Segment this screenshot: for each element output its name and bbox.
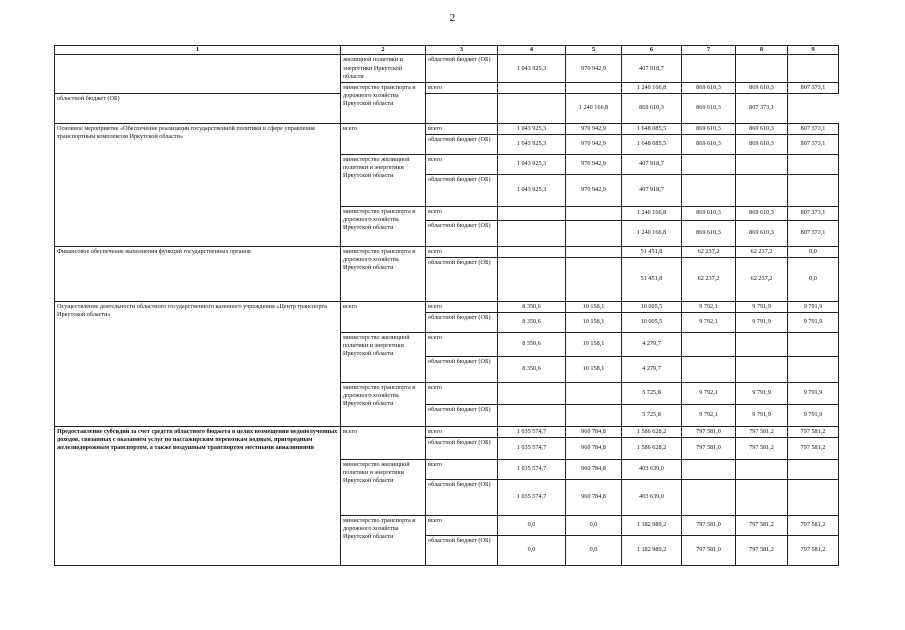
amount-cell: 407 918,7 <box>622 154 682 174</box>
amount-cell: 797 581,2 <box>736 437 788 459</box>
responsible-executor: всего <box>341 426 426 459</box>
amount-cell: 869 610,3 <box>736 123 788 134</box>
amount-cell: 1 182 989,2 <box>622 535 682 565</box>
amount-cell: 807 373,1 <box>736 93 788 123</box>
amount-cell <box>426 93 498 123</box>
amount-cell <box>682 479 736 515</box>
amount-cell: 1 035 574,7 <box>498 459 566 479</box>
column-header: 2 <box>341 46 426 55</box>
funding-source: областной бюджет (ОБ) <box>426 220 498 246</box>
amount-cell <box>566 257 622 301</box>
amount-cell: 8 350,6 <box>498 332 566 356</box>
responsible-executor: министерство транспорта и дорожного хозяйства Иркутской области <box>341 382 426 426</box>
amount-cell <box>788 55 839 82</box>
column-header: 3 <box>426 46 498 55</box>
amount-cell: 1 035 574,7 <box>498 479 566 515</box>
activity-name: Предоставление субсидий за счет средств областного бюджета в целях возмещения недополученных доходов, связанных с оказанием услуг по пассажирским перевозкам водным, пригородным железнодорожным транспортом, а также воздушным транспортом местными авиалиниями <box>55 426 341 565</box>
amount-cell: 10 158,1 <box>566 312 622 332</box>
amount-cell: 407 918,7 <box>622 55 682 82</box>
amount-cell: 9 791,9 <box>788 382 839 404</box>
responsible-executor: министерство транспорта и дорожного хозяйства Иркутской области <box>341 515 426 565</box>
amount-cell: 10 158,1 <box>566 332 622 356</box>
amount-cell: 1 240 166,8 <box>622 82 682 93</box>
amount-cell: 869 610,3 <box>682 82 736 93</box>
amount-cell: 10 005,5 <box>622 312 682 332</box>
amount-cell: 960 784,8 <box>566 437 622 459</box>
amount-cell: 1 240 166,8 <box>622 206 682 220</box>
funding-source: всего <box>426 382 498 404</box>
column-header: 4 <box>498 46 566 55</box>
amount-cell: 9 792,1 <box>682 382 736 404</box>
amount-cell <box>736 55 788 82</box>
amount-cell <box>566 220 622 246</box>
amount-cell <box>736 459 788 479</box>
amount-cell: 869 610,3 <box>682 206 736 220</box>
amount-cell <box>566 382 622 404</box>
column-header: 6 <box>622 46 682 55</box>
amount-cell <box>682 174 736 206</box>
amount-cell <box>788 459 839 479</box>
table-row <box>55 301 839 312</box>
amount-cell <box>566 82 622 93</box>
amount-cell <box>566 206 622 220</box>
activity-name: Финансовое обеспечение выполнения функций государственных органов <box>55 246 341 301</box>
page-number: 2 <box>449 12 456 24</box>
amount-cell: 1 648 085,5 <box>622 123 682 134</box>
amount-cell: 0,0 <box>498 515 566 535</box>
amount-cell: 403 639,0 <box>622 459 682 479</box>
amount-cell: 9 792,1 <box>682 312 736 332</box>
amount-cell <box>498 82 566 93</box>
amount-cell: 869 610,3 <box>736 82 788 93</box>
funding-source: областной бюджет (ОБ) <box>426 356 498 382</box>
amount-cell: 8 350,6 <box>498 312 566 332</box>
amount-cell <box>788 174 839 206</box>
amount-cell: 797 581,2 <box>736 515 788 535</box>
amount-cell: 970 942,9 <box>566 123 622 134</box>
funding-source: всего <box>426 515 498 535</box>
amount-cell: 9 791,9 <box>788 301 839 312</box>
amount-cell: 1 043 925,3 <box>498 154 566 174</box>
amount-cell <box>682 356 736 382</box>
amount-cell: 869 610,3 <box>622 93 682 123</box>
funding-source: областной бюджет (ОБ) <box>426 479 498 515</box>
amount-cell: 970 942,9 <box>566 174 622 206</box>
amount-cell: 797 581,0 <box>682 426 736 437</box>
amount-cell: 0,0 <box>498 535 566 565</box>
amount-cell: 1 240 166,8 <box>566 93 622 123</box>
amount-cell: 407 918,7 <box>622 174 682 206</box>
amount-cell: 869 610,3 <box>682 123 736 134</box>
amount-cell <box>566 404 622 426</box>
amount-cell: 1 043 925,3 <box>498 123 566 134</box>
responsible-executor: министерство транспорта и дорожного хозяйства Иркутской области <box>341 206 426 246</box>
amount-cell: 970 942,9 <box>566 134 622 154</box>
amount-cell: 9 791,9 <box>788 312 839 332</box>
amount-cell: 5 725,8 <box>622 382 682 404</box>
amount-cell: 51 451,8 <box>622 246 682 257</box>
amount-cell: 797 581,2 <box>788 437 839 459</box>
funding-source: областной бюджет (ОБ) <box>426 55 498 82</box>
amount-cell: 869 610,3 <box>736 206 788 220</box>
amount-cell <box>788 356 839 382</box>
amount-cell <box>498 246 566 257</box>
table-row <box>55 426 839 437</box>
funding-source: всего <box>426 426 498 437</box>
amount-cell <box>682 459 736 479</box>
amount-cell: 0,0 <box>566 515 622 535</box>
funding-source: всего <box>426 301 498 312</box>
amount-cell: 797 581,0 <box>682 515 736 535</box>
funding-source: всего <box>426 154 498 174</box>
amount-cell: 970 942,9 <box>566 154 622 174</box>
funding-source: всего <box>426 206 498 220</box>
responsible-executor: министерство жилищной политики и энергетики Иркутской области <box>341 332 426 382</box>
amount-cell <box>498 220 566 246</box>
responsible-executor: министерство жилищной политики и энергетики Иркутской области <box>341 154 426 206</box>
amount-cell: 807 373,1 <box>788 82 839 93</box>
amount-cell: 797 581,0 <box>682 437 736 459</box>
funding-source: областной бюджет (ОБ) <box>426 257 498 301</box>
responsible-executor: министерство транспорта и дорожного хозяйства Иркутской области <box>341 82 426 123</box>
amount-cell: 9 792,1 <box>682 301 736 312</box>
amount-cell: 4 279,7 <box>622 332 682 356</box>
amount-cell: 797 581,2 <box>788 426 839 437</box>
activity-name: Осуществление деятельности областного государственного казенного учреждения «Центр транспорта Иркутской области» <box>55 301 341 426</box>
amount-cell: 62 237,2 <box>736 257 788 301</box>
budget-table <box>54 45 839 566</box>
amount-cell: 797 581,2 <box>788 515 839 535</box>
amount-cell <box>498 206 566 220</box>
amount-cell: 9 792,1 <box>682 404 736 426</box>
funding-source: всего <box>426 82 498 93</box>
amount-cell: 797 581,2 <box>736 426 788 437</box>
amount-cell: 797 581,2 <box>788 535 839 565</box>
amount-cell: 9 791,9 <box>736 404 788 426</box>
amount-cell <box>736 479 788 515</box>
amount-cell: 869 610,3 <box>682 93 736 123</box>
responsible-executor: жилищной политики и энергетики Иркутской области <box>341 55 426 82</box>
column-header: 5 <box>566 46 622 55</box>
amount-cell: 0,0 <box>788 246 839 257</box>
amount-cell: 51 451,8 <box>622 257 682 301</box>
amount-cell <box>736 174 788 206</box>
amount-cell: 10 158,1 <box>566 301 622 312</box>
amount-cell: 62 237,2 <box>682 246 736 257</box>
amount-cell: 1 043 925,3 <box>498 174 566 206</box>
amount-cell: 1 586 628,2 <box>622 437 682 459</box>
amount-cell: 970 942,9 <box>566 55 622 82</box>
amount-cell <box>682 55 736 82</box>
amount-cell: 1 648 085,5 <box>622 134 682 154</box>
amount-cell: 869 610,3 <box>736 220 788 246</box>
amount-cell: 960 784,8 <box>566 459 622 479</box>
funding-source: всего <box>426 246 498 257</box>
responsible-executor: всего <box>341 123 426 154</box>
column-header: 7 <box>682 46 736 55</box>
amount-cell: 8 350,6 <box>498 301 566 312</box>
table-row <box>55 123 839 134</box>
amount-cell: 807 373,1 <box>788 206 839 220</box>
activity-name: Основное мероприятие «Обеспечение реализации государственной политики в сфере управления транспортным комплексом Иркутской области» <box>55 123 341 246</box>
amount-cell: 62 237,2 <box>736 246 788 257</box>
amount-cell: 1 586 628,2 <box>622 426 682 437</box>
amount-cell: 1 035 574,7 <box>498 426 566 437</box>
amount-cell: 10 158,1 <box>566 356 622 382</box>
amount-cell: 1 240 166,8 <box>622 220 682 246</box>
amount-cell: 869 610,3 <box>682 220 736 246</box>
table-row <box>55 246 839 257</box>
amount-cell <box>736 154 788 174</box>
amount-cell: 403 639,0 <box>622 479 682 515</box>
funding-source: областной бюджет (ОБ) <box>55 93 341 123</box>
funding-source: областной бюджет (ОБ) <box>426 312 498 332</box>
amount-cell: 960 784,8 <box>566 426 622 437</box>
amount-cell: 0,0 <box>788 257 839 301</box>
amount-cell: 5 725,8 <box>622 404 682 426</box>
amount-cell: 4 279,7 <box>622 356 682 382</box>
table-row <box>55 93 839 123</box>
amount-cell: 9 791,9 <box>788 404 839 426</box>
funding-source: областной бюджет (ОБ) <box>426 437 498 459</box>
amount-cell: 0,0 <box>566 535 622 565</box>
funding-source: всего <box>426 123 498 134</box>
column-header: 9 <box>788 46 839 55</box>
amount-cell <box>682 332 736 356</box>
amount-cell: 1 035 574,7 <box>498 437 566 459</box>
amount-cell <box>736 356 788 382</box>
amount-cell: 62 237,2 <box>682 257 736 301</box>
amount-cell <box>498 382 566 404</box>
amount-cell <box>498 404 566 426</box>
amount-cell <box>682 154 736 174</box>
amount-cell <box>566 246 622 257</box>
amount-cell: 797 581,0 <box>682 535 736 565</box>
amount-cell <box>788 154 839 174</box>
activity-name <box>55 55 341 93</box>
amount-cell: 10 005,5 <box>622 301 682 312</box>
amount-cell: 869 610,3 <box>682 134 736 154</box>
amount-cell: 960 784,8 <box>566 479 622 515</box>
funding-source: всего <box>426 332 498 356</box>
amount-cell: 1 043 925,3 <box>498 134 566 154</box>
amount-cell: 869 610,3 <box>736 134 788 154</box>
funding-source: областной бюджет (ОБ) <box>426 535 498 565</box>
amount-cell <box>788 479 839 515</box>
amount-cell: 807 373,1 <box>788 123 839 134</box>
amount-cell: 1 182 989,2 <box>622 515 682 535</box>
amount-cell <box>498 257 566 301</box>
amount-cell: 807 373,1 <box>788 220 839 246</box>
funding-source: всего <box>426 459 498 479</box>
funding-source: областной бюджет (ОБ) <box>426 174 498 206</box>
responsible-executor: министерство жилищной политики и энергетики Иркутской области <box>341 459 426 515</box>
responsible-executor: всего <box>341 301 426 332</box>
funding-source: областной бюджет (ОБ) <box>426 134 498 154</box>
amount-cell: 9 791,9 <box>736 312 788 332</box>
amount-cell: 8 350,6 <box>498 356 566 382</box>
amount-cell: 9 791,9 <box>736 382 788 404</box>
amount-cell: 9 791,9 <box>736 301 788 312</box>
amount-cell: 797 581,2 <box>736 535 788 565</box>
amount-cell <box>736 332 788 356</box>
amount-cell <box>788 332 839 356</box>
amount-cell <box>498 93 566 123</box>
column-header: 8 <box>736 46 788 55</box>
responsible-executor: министерство транспорта и дорожного хозяйства Иркутской области <box>341 246 426 301</box>
header-row <box>55 46 839 55</box>
funding-source: областной бюджет (ОБ) <box>426 404 498 426</box>
table-row <box>55 55 839 82</box>
column-header: 1 <box>55 46 341 55</box>
amount-cell: 807 373,1 <box>788 134 839 154</box>
amount-cell: 1 043 925,3 <box>498 55 566 82</box>
